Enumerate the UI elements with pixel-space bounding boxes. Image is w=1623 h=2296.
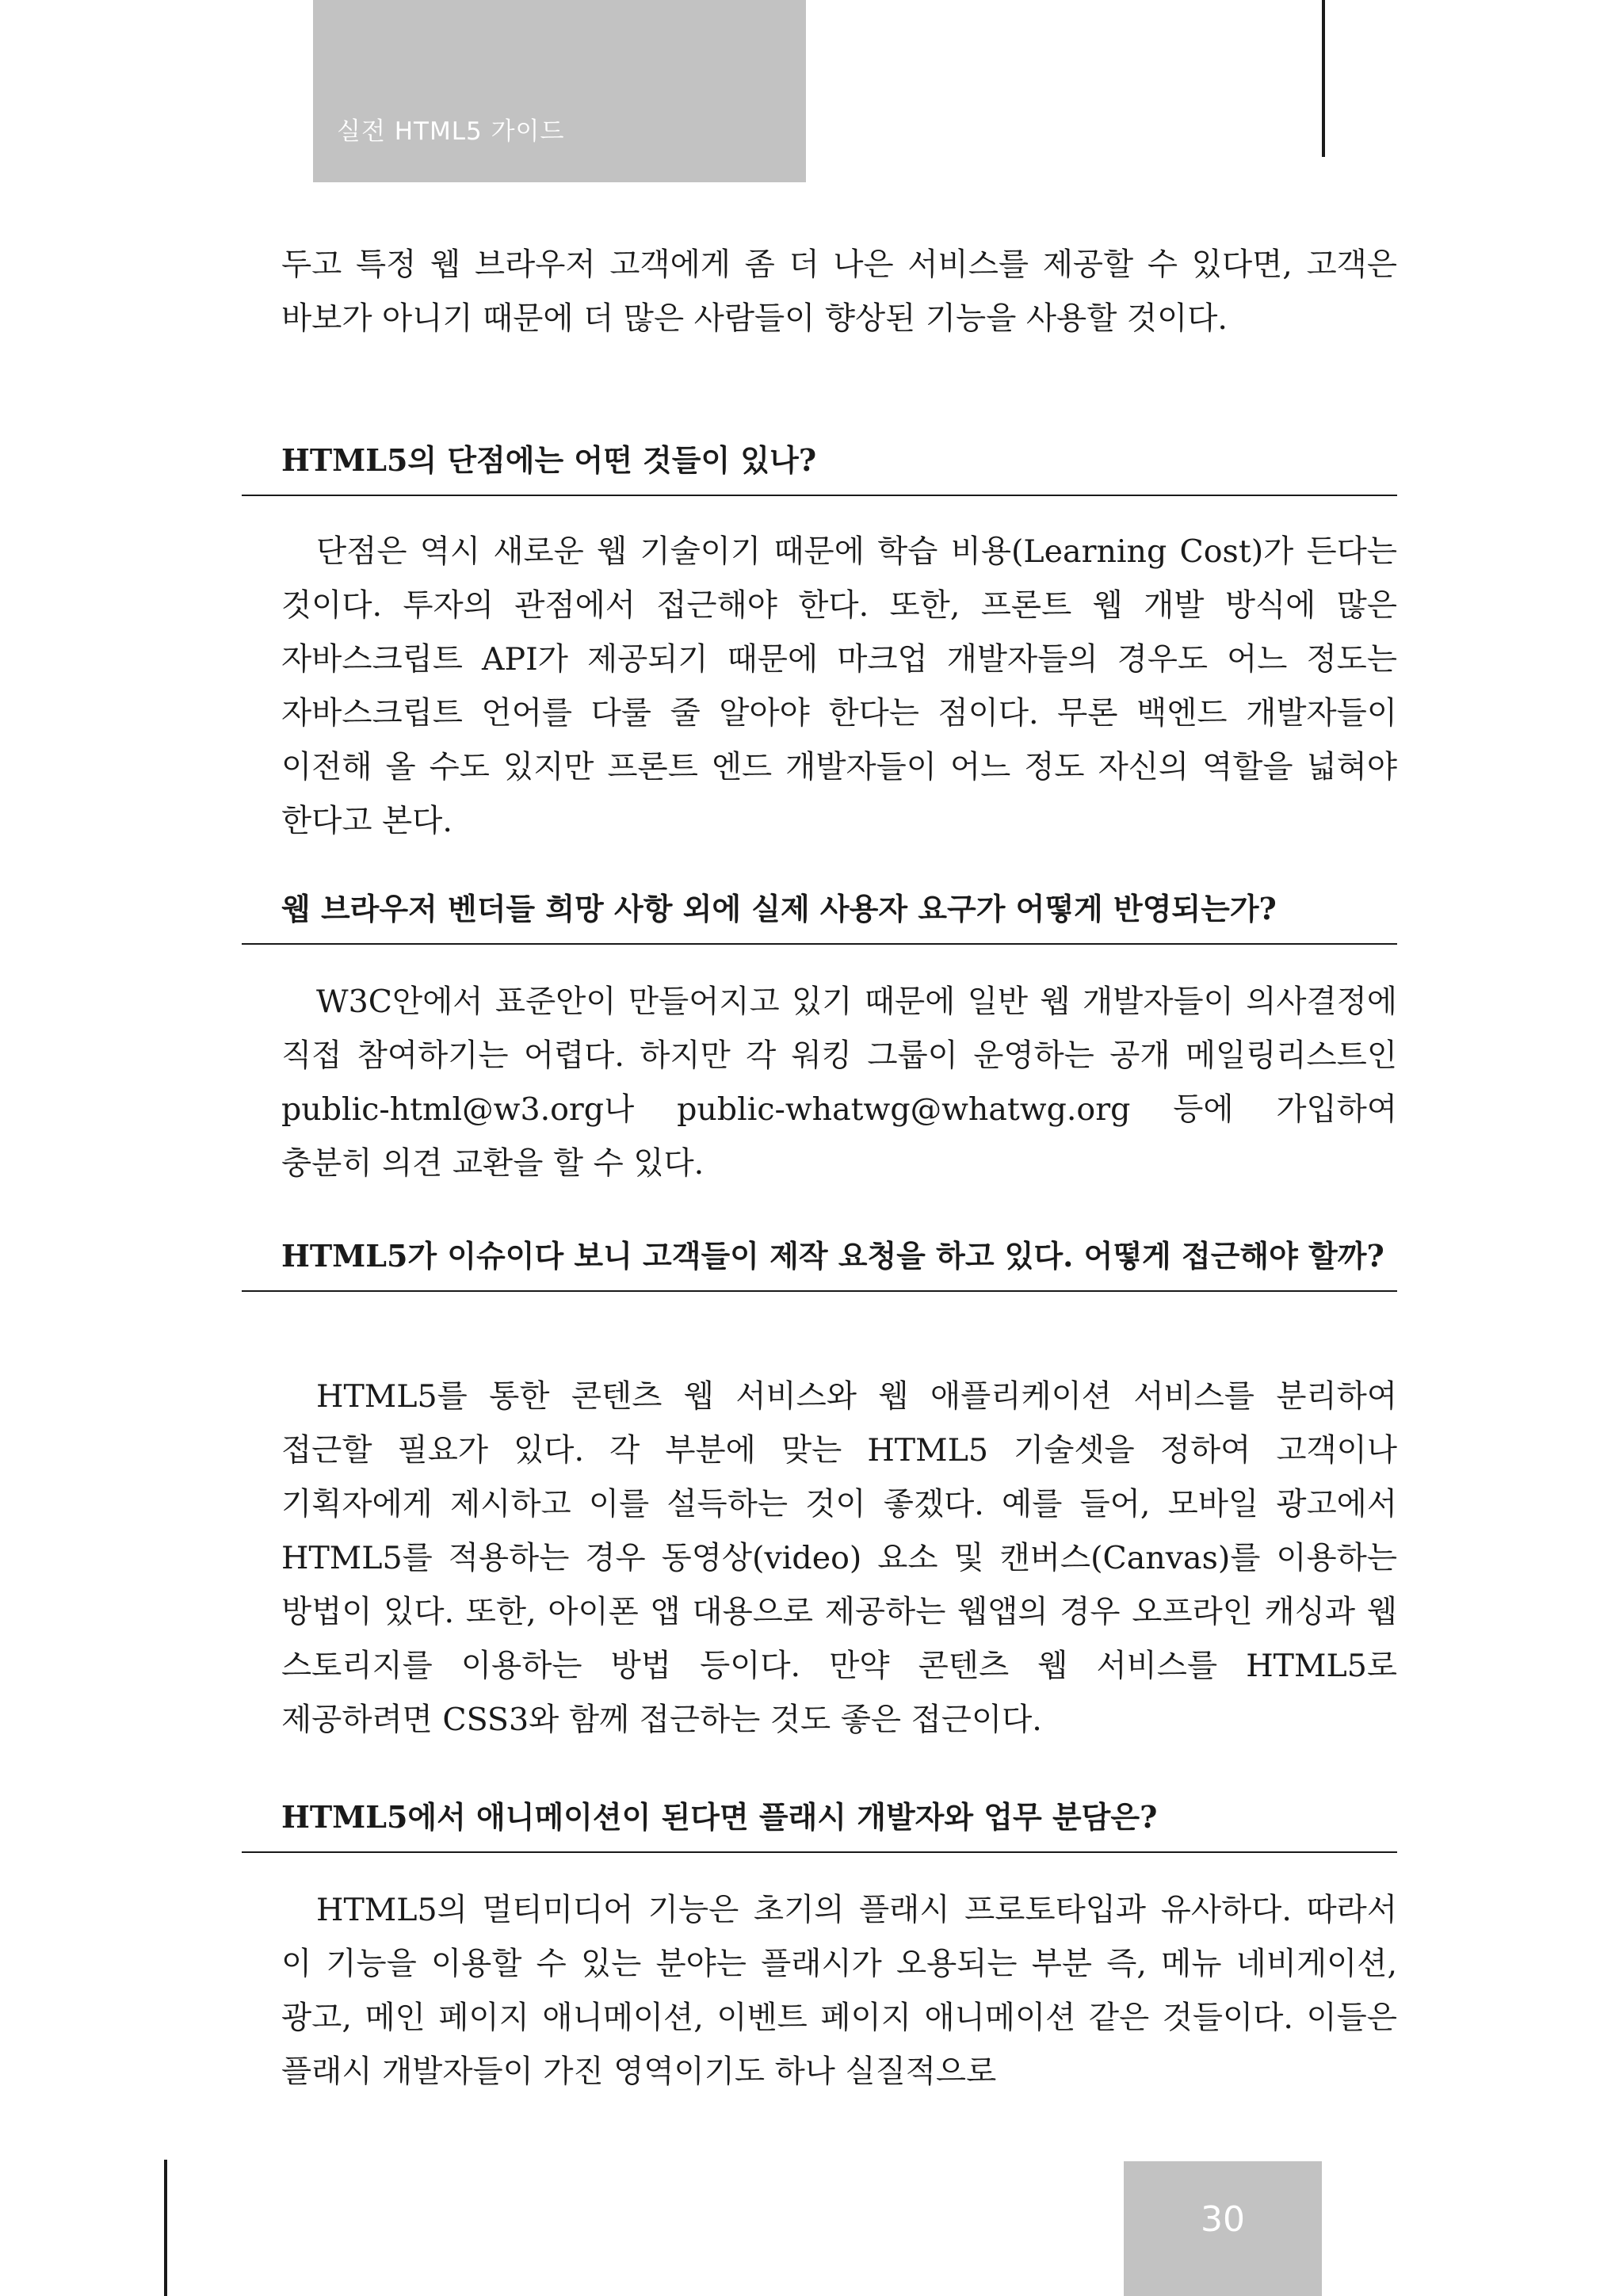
running-header [313,0,806,182]
body-paragraph: HTML5의 멀티미디어 기능은 초기의 플래시 프로토타입과 유사하다. 따라서 이 기능을 이용할 수 있는 분야는 플래시가 오용되는 부분 즉, 메뉴 네비게이션, 광고, 메인 페이지 애니메이션, 이벤트 페이지 애니메이션 같은 것들이다. 이들은 플래시 개발자들이 가진 영역이기도 하나 실질적으로 [281,1892,1397,2090]
body-paragraph: W3C안에서 표준안이 만들어지고 있기 때문에 일반 웹 개발자들이 의사결정에 직접 참여하기는 어렵다. 하지만 각 워킹 그룹이 운영하는 공개 메일링리스트인 public-html@w3.org나 public-whatwg@whatwg.org 등에 가입하여 충분히 의견 교환을 할 수 있다. [281,984,1397,1182]
top-margin-rule [1322,0,1325,157]
body-paragraph: 두고 특정 웹 브라우저 고객에게 좀 더 나은 서비스를 제공할 수 있다면, 고객은 바보가 아니기 때문에 더 많은 사람들이 향상된 기능을 사용할 것이다. [281,246,1397,337]
question-heading-text: HTML5가 이슈이다 보니 고객들이 제작 요청을 하고 있다. 어떻게 접근해야 할까? [281,1238,1384,1274]
question-heading [242,1230,1397,1292]
question-heading-text: HTML5에서 애니메이션이 된다면 플래시 개발자와 업무 분담은? [281,1799,1158,1835]
page-number-box [1124,2161,1322,2296]
body-paragraph: HTML5를 통한 콘텐츠 웹 서비스와 웹 애플리케이션 서비스를 분리하여 접근할 필요가 있다. 각 부분에 맞는 HTML5 기술셋을 정하여 고객이나 기획자에게 제시하고 이를 설득하는 것이 좋겠다. 예를 들어, 모바일 광고에서 HTML5를 적용하는 경우 동영상(video) 요소 및 캔버스(Canvas)를 이용하는 방법이 있다. 또한, 아이폰 앱 대용으로 제공하는 웹앱의 경우 오프라인 캐싱과 웹 스토리지를 이용하는 방법 등이다. 만약 콘텐츠 웹 서비스를 HTML5로 제공하려면 CSS3와 함께 접근하는 것도 좋은 접근이다. [281,1378,1397,1738]
running-header-title: 실전 HTML5 가이드 [337,117,565,146]
body-paragraph: 단점은 역시 새로운 웹 기술이기 때문에 학습 비용(Learning Cost)가 든다는 것이다. 투자의 관점에서 접근해야 한다. 또한, 프론트 웹 개발 방식에 많은 자바스크립트 API가 제공되기 때문에 마크업 개발자들의 경우도 어느 정도는 자바스크립트 언어를 다룰 줄 알아야 한다는 점이다. 무론 백엔드 개발자들이 이전해 올 수도 있지만 프론트 엔드 개발자들이 어느 정도 자신의 역할을 넓혀야 한다고 본다. [281,533,1397,839]
question-heading [242,883,1397,945]
page-number: 30 [1201,2199,1245,2240]
question-heading [242,434,1397,496]
question-heading [242,1791,1397,1853]
question-heading-text: 웹 브라우저 벤더들 희망 사항 외에 실제 사용자 요구가 어떻게 반영되는가? [281,891,1277,926]
bottom-margin-rule [164,2160,167,2296]
question-heading-text: HTML5의 단점에는 어떤 것들이 있나? [281,442,817,478]
